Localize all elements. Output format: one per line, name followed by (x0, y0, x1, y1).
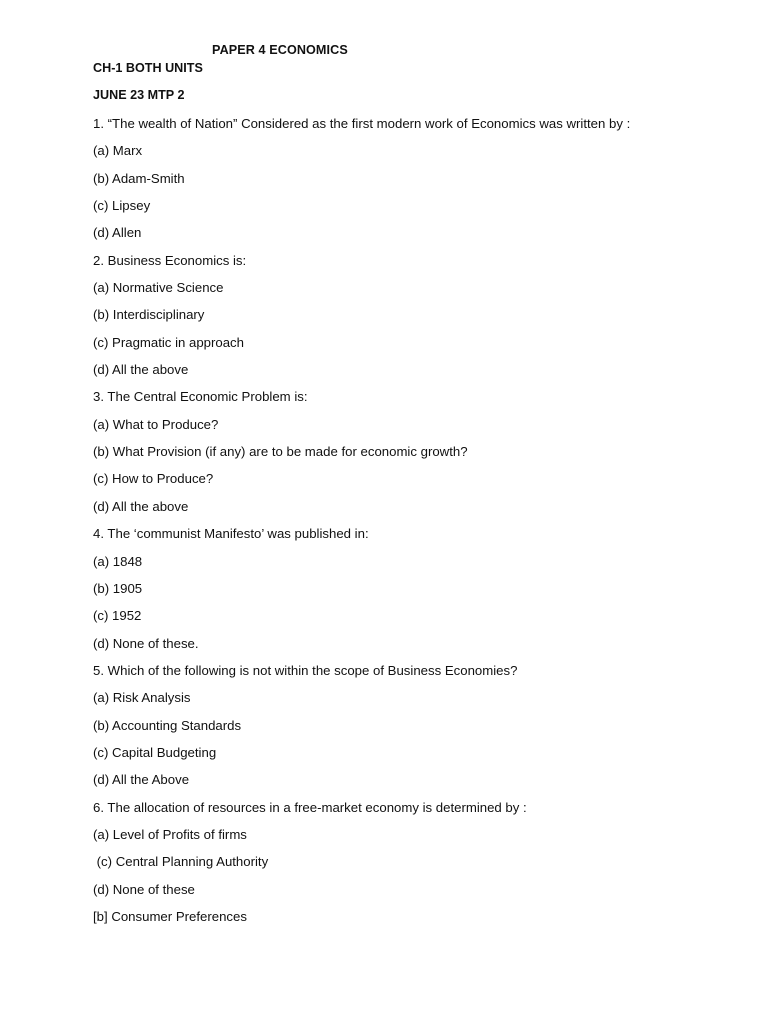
question-line: 2. Business Economics is: (93, 252, 247, 268)
option-line: (d) None of these (93, 881, 195, 897)
option-line: (d) Allen (93, 225, 142, 241)
option-line: (a) What to Produce? (93, 416, 219, 432)
option-line: (c) Central Planning Authority (93, 854, 269, 870)
option-line: (c) How to Produce? (93, 471, 214, 487)
chapter-heading: CH-1 BOTH UNITS (93, 61, 203, 75)
question-line: 5. Which of the following is not within the scope of Business Economies? (93, 662, 518, 678)
question-line: 3. The Central Economic Problem is: (93, 389, 308, 405)
option-line: (b) 1905 (93, 580, 143, 596)
option-line: (a) 1848 (93, 553, 143, 569)
option-line: (c) Capital Budgeting (93, 744, 217, 760)
question-line: 1. “The wealth of Nation” Considered as the first modern work of Economics was written by : (93, 116, 631, 131)
option-line: (b) Adam-Smith (93, 170, 185, 186)
option-line: (c) 1952 (93, 608, 142, 624)
exam-heading: JUNE 23 MTP 2 (93, 88, 185, 102)
question-line: 6. The allocation of resources in a free-market economy is determined by : (93, 799, 527, 815)
question-line: 4. The ‘communist Manifesto’ was published in: (93, 526, 369, 542)
option-line: (c) Pragmatic in approach (93, 334, 244, 350)
option-line: (b) What Provision (if any) are to be made for economic growth? (93, 444, 468, 460)
option-line: (d) All the above (93, 362, 189, 378)
option-line: (a) Risk Analysis (93, 690, 191, 706)
option-line: (b) Interdisciplinary (93, 307, 205, 323)
option-line: (a) Marx (93, 143, 143, 159)
document-title: PAPER 4 ECONOMICS (212, 43, 348, 57)
option-line: (d) All the above (93, 498, 189, 514)
option-line: [b] Consumer Preferences (93, 908, 247, 924)
option-line: (a) Level of Profits of firms (93, 826, 247, 842)
question-list (93, 115, 630, 935)
option-line: (c) Lipsey (93, 198, 151, 214)
option-line: (b) Accounting Standards (93, 717, 242, 733)
option-line: (d) All the Above (93, 772, 190, 788)
option-line: (d) None of these. (93, 635, 199, 651)
option-line: (a) Normative Science (93, 280, 224, 296)
